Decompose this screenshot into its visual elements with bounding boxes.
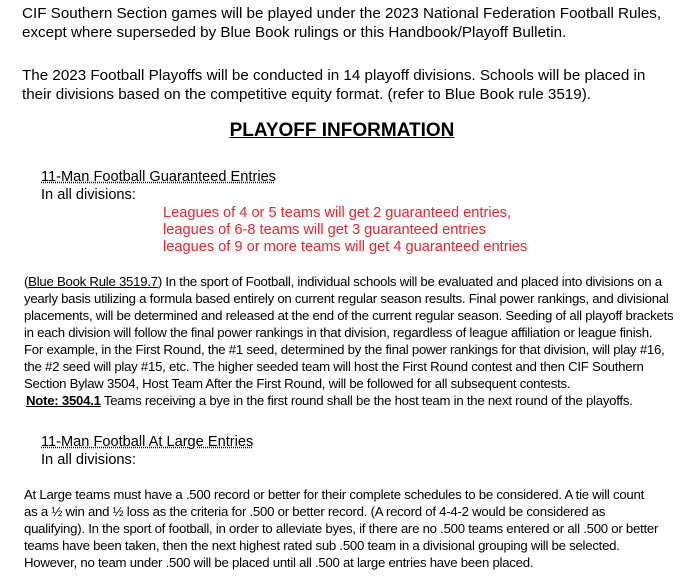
at-large-body-line-2: as a ½ win and ½ loss as the criteria for .500 or better record. (A record of 4-4-2 would be considered as	[24, 504, 606, 519]
guaranteed-body-line-2: placements, will be determined and released at the end of the current regular season. Seeding of all playoff brackets	[24, 308, 674, 323]
guaranteed-entries-heading: 11-Man Football Guaranteed Entries	[41, 169, 276, 185]
intro-paragraph-2-line-1: The 2023 Football Playoffs will be conducted in 14 playoff divisions. Schools will be placed in	[22, 67, 646, 84]
guaranteed-body-line-3: in each division will follow the final power rankings in that division, regardless of league affiliation or league finish.	[24, 325, 653, 340]
note-line	[26, 392, 633, 409]
section-title: PLAYOFF INFORMATION	[229, 120, 455, 141]
at-large-body-line-4: teams have been taken, then the next highest rated sub .500 team in a divisional grouping will be selected.	[24, 538, 620, 553]
guaranteed-body-line-1: yearly basis utilizing a formula based entirely on current regular season results. Final power rankings, and divisional	[24, 291, 669, 306]
rule-text: ) In the sport of Football, individual schools will be evaluated and placed into divisions on a	[157, 274, 662, 289]
note-text: Teams receiving a bye in the first round shall be the host team in the next round of the playoffs.	[100, 393, 633, 408]
guaranteed-entry-1: Leagues of 4 or 5 teams will get 2 guaranteed entries,	[163, 205, 512, 221]
guaranteed-body-line-6: Section Bylaw 3504, Host Team After the First Round, will be followed for all subsequent contests.	[24, 376, 571, 391]
guaranteed-rule-line	[24, 273, 662, 290]
guaranteed-entry-2: leagues of 6-8 teams will get 3 guaranteed entries	[163, 222, 486, 238]
at-large-entries-heading: 11-Man Football At Large Entries	[41, 434, 254, 450]
blue-book-rule-reference: Blue Book Rule 3519.7	[28, 274, 158, 289]
intro-paragraph-2-line-2: their divisions based on the competitive equity format. (refer to Blue Book rule 3519).	[22, 86, 591, 103]
intro-paragraph-1-line-2: except where superseded by Blue Book rulings or this Handbook/Playoff Bulletin.	[22, 24, 567, 41]
at-large-divisions-label: In all divisions:	[41, 452, 136, 468]
at-large-body-line-1: At Large teams must have a .500 record or better for their complete schedules to be considered. A tie will count	[24, 487, 645, 502]
at-large-body-line-3: qualifying). In the sport of football, in order to alleviate byes, if there are no .500 teams entered or all .500 or better	[24, 521, 659, 536]
note-label: Note: 3504.1	[26, 393, 101, 408]
at-large-body-line-5: However, no team under .500 will be placed until all .500 at large entries have been placed.	[24, 555, 534, 570]
rule-open-paren: (	[24, 274, 29, 289]
intro-paragraph-1-line-1: CIF Southern Section games will be played under the 2023 National Federation Football Rules,	[22, 5, 662, 22]
guaranteed-entry-3: leagues of 9 or more teams will get 4 guaranteed entries	[163, 239, 528, 255]
guaranteed-body-line-5: the #2 seed will play #15, etc. The higher seeded team will host the First Round contest and then CIF Southern	[24, 359, 644, 374]
guaranteed-body-line-4: For example, in the First Round, the #1 seed, determined by the final power rankings for that division, will play #16,	[24, 342, 665, 357]
guaranteed-divisions-label: In all divisions:	[41, 187, 136, 203]
